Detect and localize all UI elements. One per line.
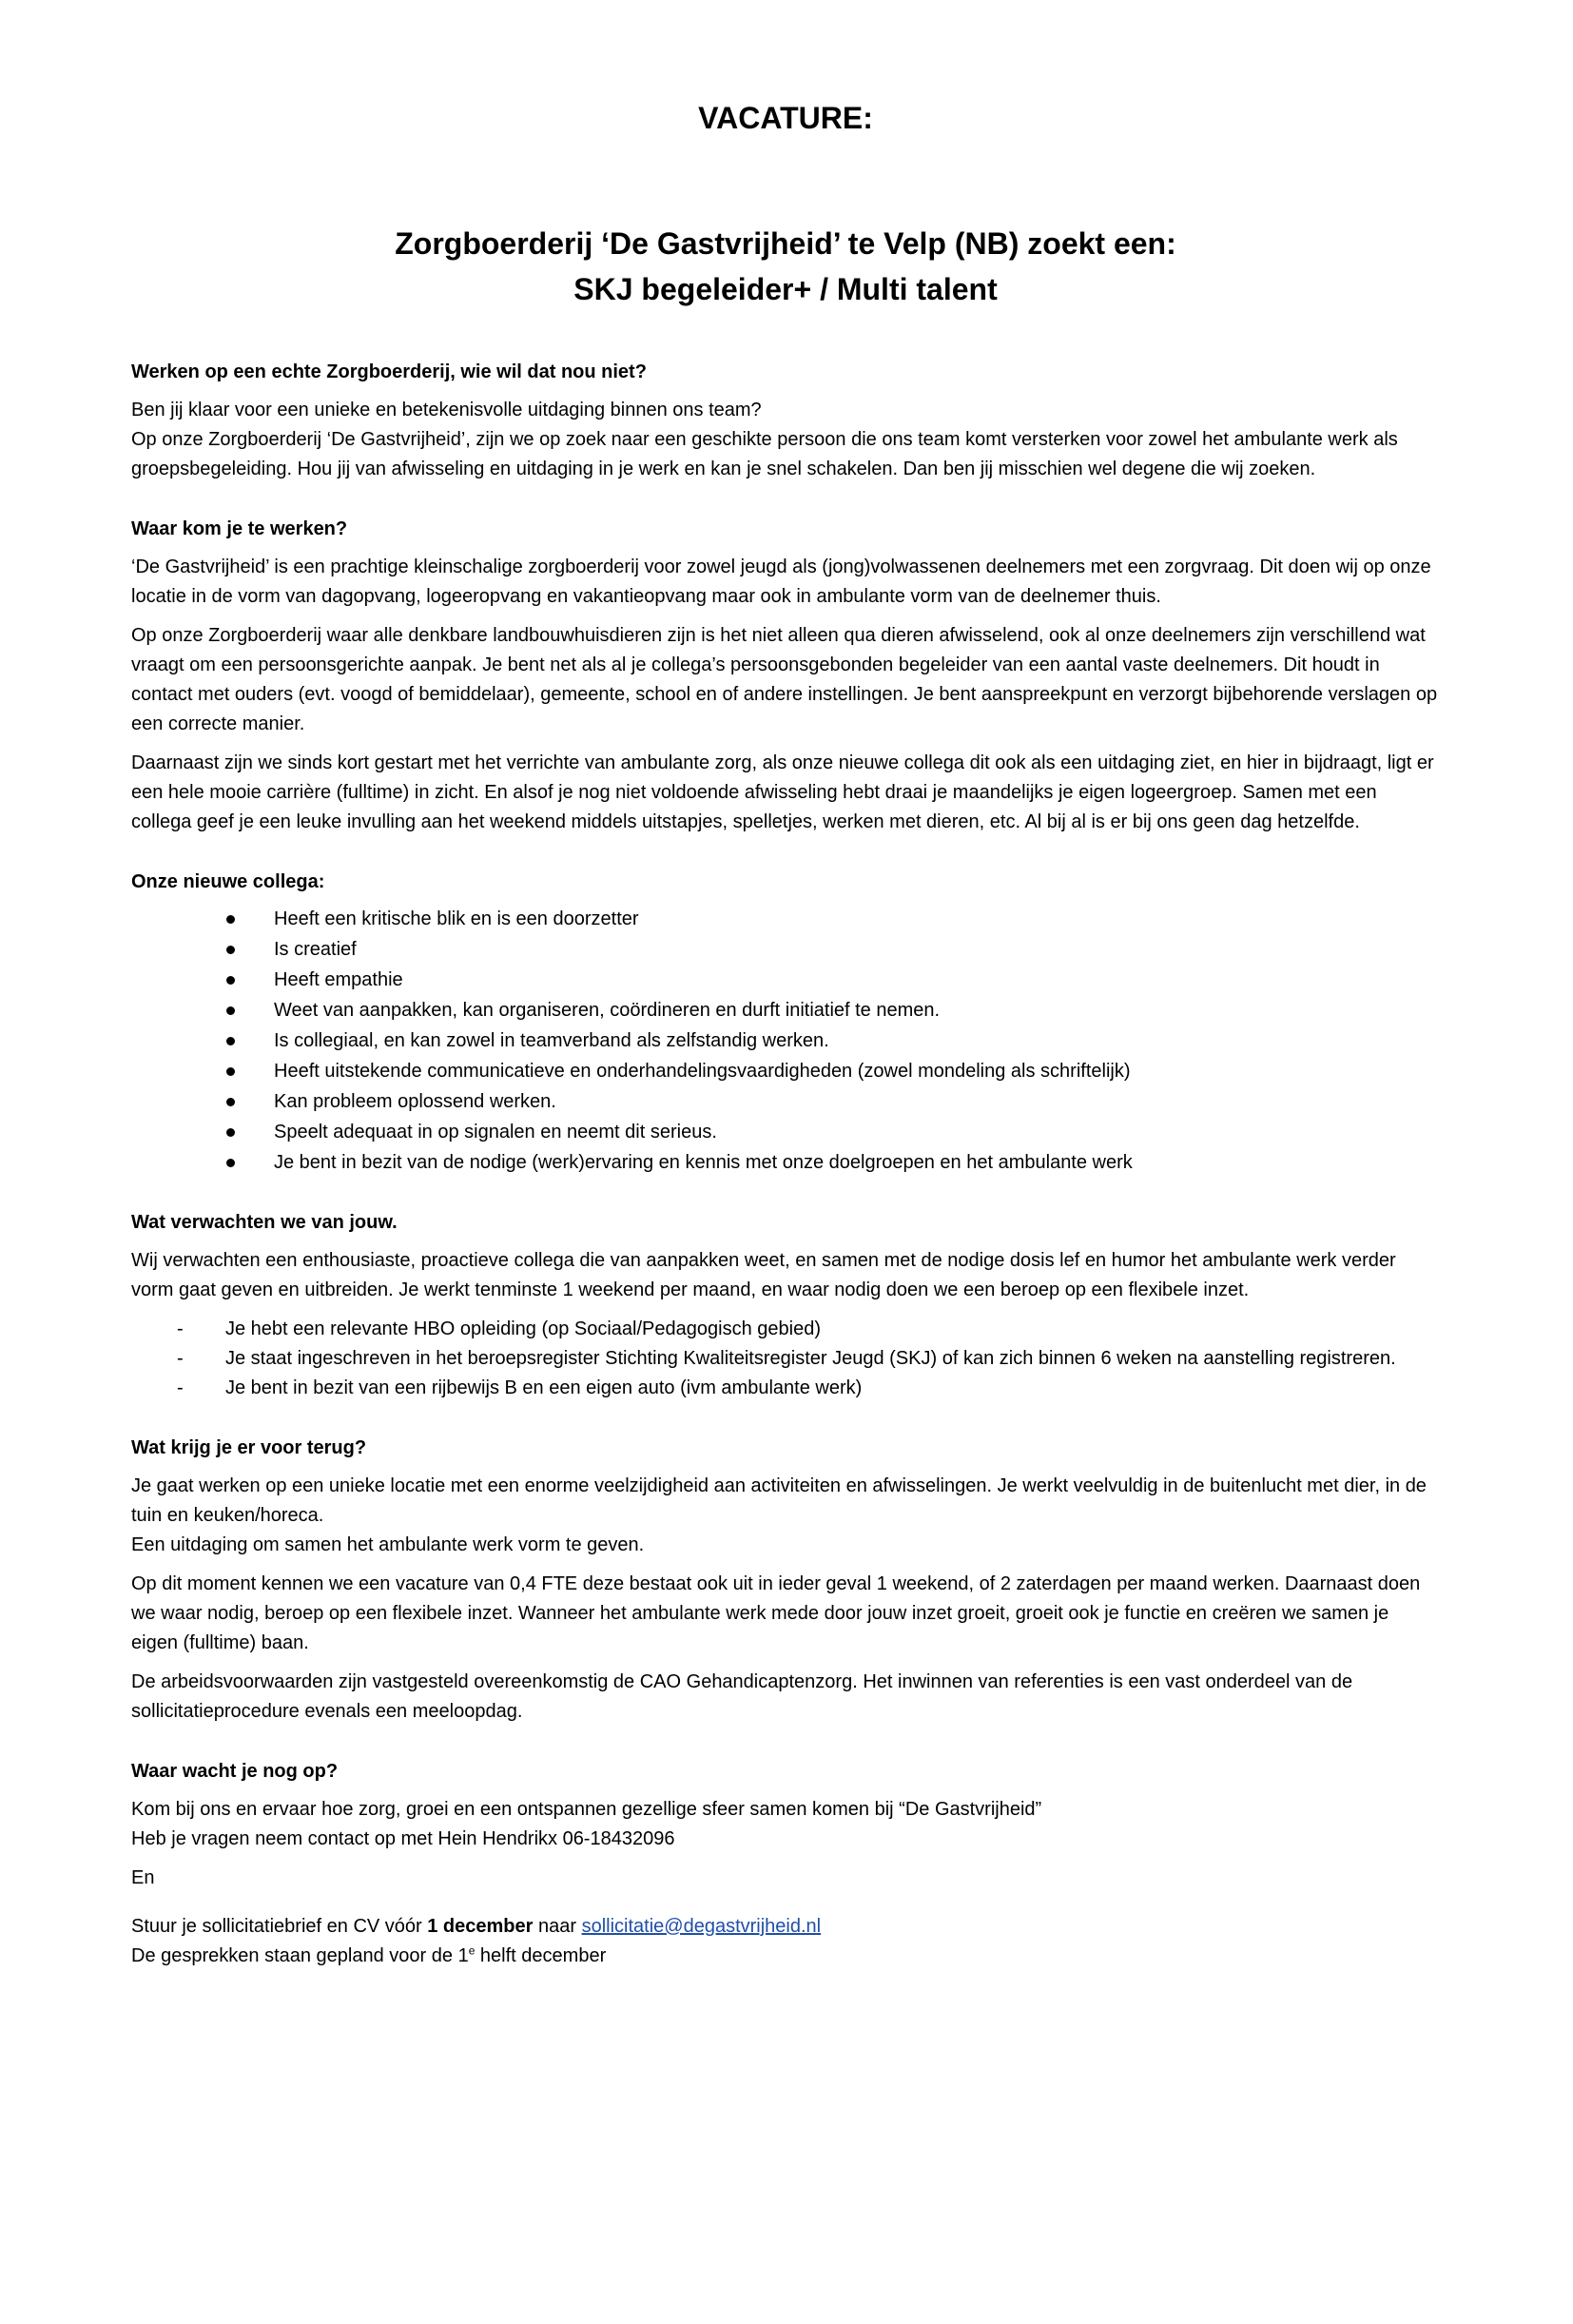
list-item-text: Je staat ingeschreven in het beroepsregister Stichting Kwaliteitsregister Jeugd (SKJ) of kan zich binnen 6 weken na aanstelling registreren. [225,1348,1396,1369]
apply-text: naar [533,1916,582,1937]
bullet-icon [226,1037,235,1045]
dash-marker: - [177,1318,184,1339]
apply-line [131,1912,1440,1942]
bullet-icon [226,1128,235,1137]
list-item-text: Je hebt een relevante HBO opleiding (op Sociaal/Pedagogisch gebied) [225,1318,821,1339]
document-subtitle [131,221,1440,312]
section-heading: Waar kom je te werken? [131,518,348,539]
paragraph: Wij verwachten een enthousiaste, proactieve collega die van aanpakken weet, en samen met de nodige dosis lef en humor het ambulante werk verder vorm gaat geven en uitbreiden. Je werkt tenminste 1 weekend per maand, en waar nodig doen we een beroep op een flexibele inzet. [131,1250,1396,1300]
list-item-text: Je bent in bezit van de nodige (werk)ervaring en kennis met onze doelgroepen en het ambulante werk [274,1152,1133,1173]
email-link[interactable]: sollicitatie@degastvrijheid.nl [581,1916,822,1937]
list-item [131,904,1440,934]
bullet-icon [226,1159,235,1167]
bullet-icon [226,915,235,924]
list-item-text: Is creatief [274,939,357,960]
paragraph: Op onze Zorgboerderij ‘De Gastvrijheid’, zijn we op zoek naar een geschikte persoon die ons team komt versterken voor zowel het ambulante werk als groepsbegeleiding. Hou jij van afwisseling en uitdaging in je werk en kan je snel schakelen. Dan ben jij misschien wel degene die wij zoeken. [131,429,1398,479]
contact-line: Heb je vragen neem contact op met Hein Hendrikx 06-18432096 [131,1828,675,1849]
paragraph: Kom bij ons en ervaar hoe zorg, groei en een ontspannen gezellige sfeer samen komen bij “De Gastvrijheid” [131,1799,1042,1820]
section-new-colleague [131,868,1440,1178]
document-title: VACATURE: [698,101,873,135]
section-workplace [131,515,1440,837]
bullet-icon [226,1067,235,1076]
section-heading: Onze nieuwe collega: [131,871,325,892]
paragraph: ‘De Gastvrijheid’ is een prachtige kleinschalige zorgboerderij voor zowel jeugd als (jong)volwassenen deelnemers met een zorgvraag. Dit doen wij op onze locatie in de vorm van dagopvang, logeeropvang en vakantieopvang maar ook in ambulante vorm van de deelnemer thuis. [131,557,1431,607]
paragraph: De arbeidsvoorwaarden zijn vastgesteld overeenkomstig de CAO Gehandicaptenzorg. Het inwinnen van referenties is een vast onderdeel van de sollicitatieprocedure evenals een meeloopdag. [131,1671,1353,1722]
schedule-text: De gesprekken staan gepland voor de 1 [131,1945,469,1966]
list-item [131,995,1440,1025]
list-item-text: Is collegiaal, en kan zowel in teamverband als zelfstandig werken. [274,1030,829,1051]
list-item [131,1315,1440,1344]
paragraph: Ben jij klaar voor een unieke en betekenisvolle uitdaging binnen ons team? [131,400,762,420]
section-intro [131,358,1440,484]
section-heading: Wat verwachten we van jouw. [131,1212,398,1233]
list-item-text: Heeft een kritische blik en is een doorzetter [274,908,639,929]
schedule-text: helft december [475,1945,607,1966]
paragraph: En [131,1867,155,1888]
section-heading: Waar wacht je nog op? [131,1761,339,1782]
paragraph: Daarnaast zijn we sinds kort gestart met het verrichte van ambulante zorg, als onze nieuwe collega dit ook als een uitdaging ziet, en hier in bijdraagt, ligt er een hele mooie carrière (fulltime) in zicht. En alsof je nog niet voldoende afwisseling hebt draai je maandelijks je eigen logeergroep. Samen met een collega geef je een leuke invulling aan het weekend middels uitstapjes, spelletjes, werken met dieren, etc. Al bij al is er bij ons geen dag hetzelfde. [131,752,1434,832]
list-item [131,1344,1440,1374]
bullet-icon [226,976,235,985]
section-expectations [131,1208,1440,1403]
vacancy-page [0,99,1573,2324]
list-item [131,965,1440,995]
list-item-text: Speelt adequaat in op signalen en neemt dit serieus. [274,1122,717,1142]
list-item [131,1374,1440,1403]
schedule-line [131,1942,1440,1971]
list-item [131,934,1440,965]
subtitle-line-2: SKJ begeleider+ / Multi talent [573,272,998,306]
list-item [131,1025,1440,1056]
section-heading: Wat krijg je er voor terug? [131,1437,367,1458]
dash-marker: - [177,1348,184,1369]
paragraph: Op onze Zorgboerderij waar alle denkbare landbouwhuisdieren zijn is het niet alleen qua dieren afwisselend, ook al onze deelnemers zijn verschillend wat vraagt om een persoonsgerichte aanpak. Je bent net als al je collega’s persoonsgebonden begeleider van een aantal vaste deelnemers. Dit houdt in contact met ouders (evt. voogd of bemiddelaar), gemeente, school en of andere instellingen. Je bent aanspreekpunt en verzorgt bijbehorende verslagen op een correcte manier. [131,625,1438,734]
subtitle-line-1: Zorgboerderij ‘De Gastvrijheid’ te Velp (NB) zoekt een: [395,226,1176,261]
paragraph: Je gaat werken op een unieke locatie met een enorme veelzijdigheid aan activiteiten en afwisselingen. Je werkt veelvuldig in de buitenlucht met dier, in de tuin en keuken/horeca. [131,1475,1427,1526]
paragraph: Op dit moment kennen we een vacature van 0,4 FTE deze bestaat ook uit in ieder geval 1 weekend, of 2 zaterdagen per maand werken. Daarnaast doen we waar nodig, beroep op een flexibele inzet. Wanneer het ambulante werk mede door jouw inzet groeit, groeit ook je functie en creëren we samen je eigen (fulltime) baan. [131,1573,1421,1653]
list-item [131,1147,1440,1178]
bullet-icon [226,1006,235,1015]
bullet-icon [226,1098,235,1106]
section-heading: Werken op een echte Zorgboerderij, wie wil dat nou niet? [131,361,647,382]
apply-text: Stuur je sollicitatiebrief en CV vóór [131,1916,428,1937]
list-item-text: Kan probleem oplossend werken. [274,1091,556,1112]
paragraph: Een uitdaging om samen het ambulante werk vorm te geven. [131,1534,645,1555]
list-item [131,1086,1440,1117]
section-benefits [131,1434,1440,1727]
dash-marker: - [177,1377,184,1398]
list-item [131,1117,1440,1147]
list-item-text: Je bent in bezit van een rijbewijs B en een eigen auto (ivm ambulante werk) [225,1377,863,1398]
list-item-text: Heeft empathie [274,969,403,990]
deadline-date: 1 december [427,1916,534,1937]
list-item [131,1056,1440,1086]
superscript: e [468,1943,476,1958]
qualities-list [131,904,1440,1178]
list-item-text: Weet van aanpakken, kan organiseren, coördineren en durft initiatief te nemen. [274,1000,941,1021]
list-item-text: Heeft uitstekende communicatieve en onderhandelingsvaardigheden (zowel mondeling als schriftelijk) [274,1061,1131,1082]
requirements-list [131,1315,1440,1403]
section-apply [131,1757,1440,1971]
bullet-icon [226,946,235,954]
